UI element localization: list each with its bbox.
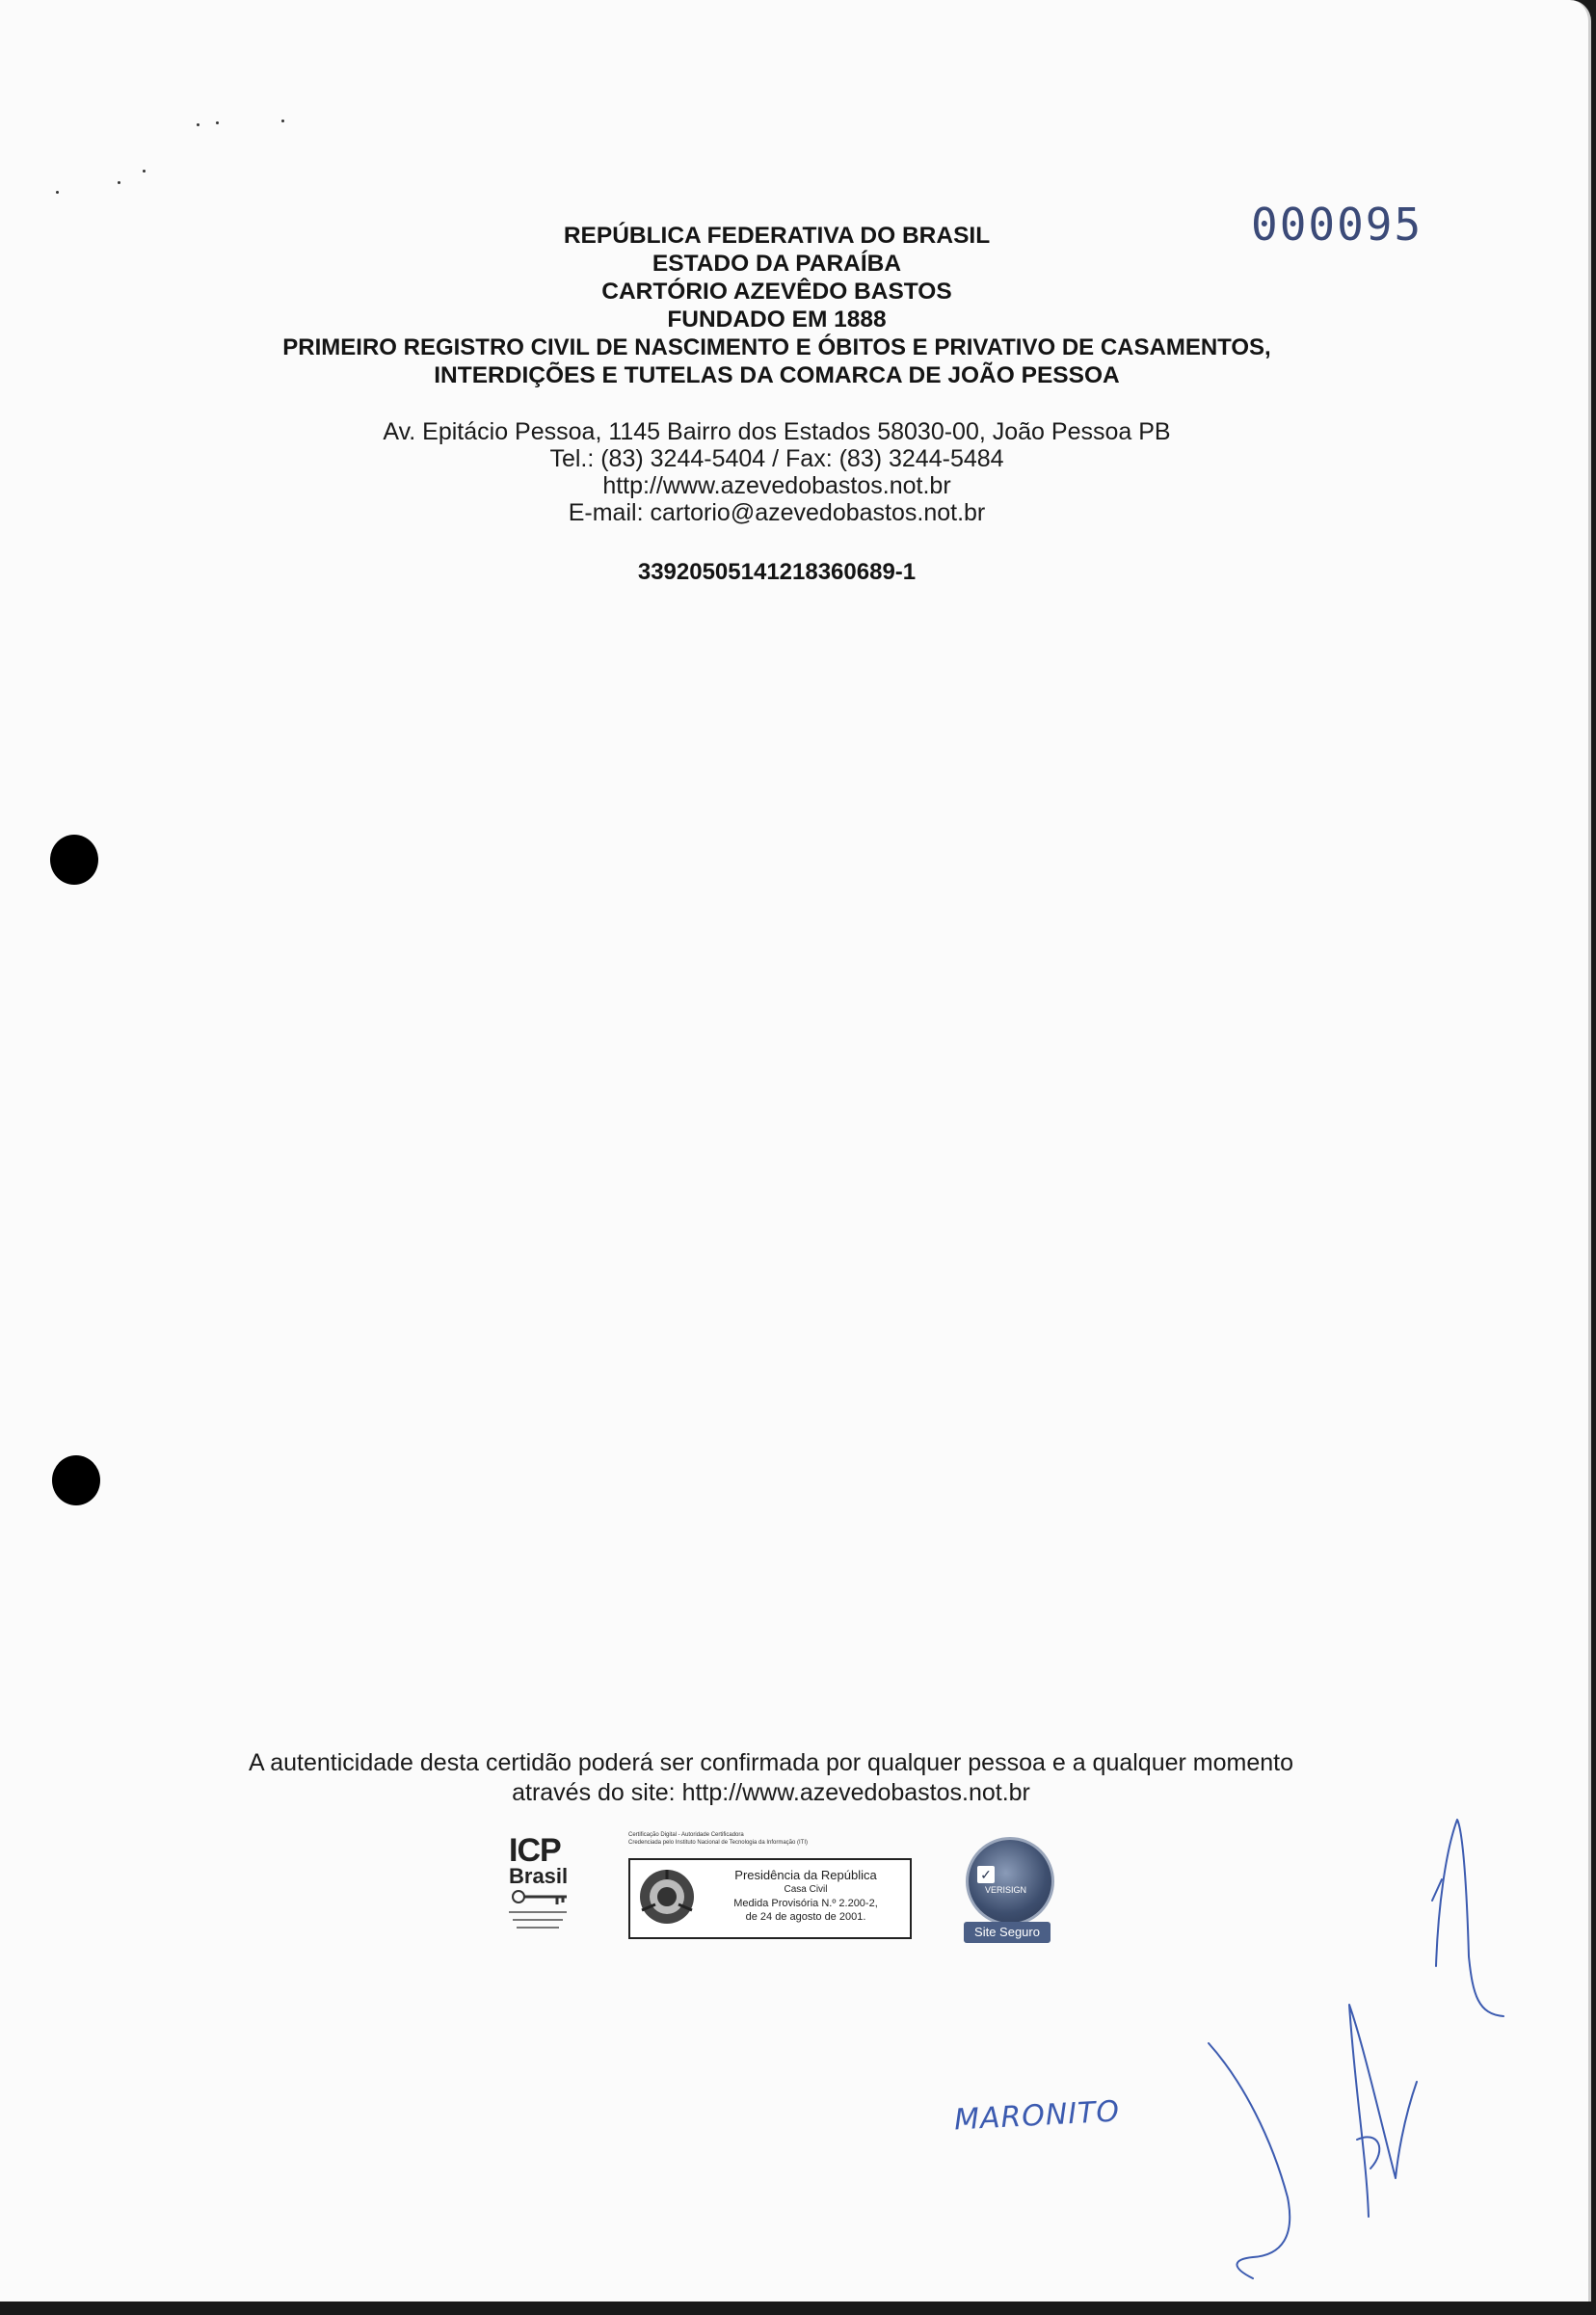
checkmark-icon: ✓: [977, 1866, 995, 1883]
presidencia-caption-2: Credenciada pelo Instituto Nacional de Tecnologia da Informação (ITI): [628, 1840, 808, 1846]
presidencia-caption-1: Certificação Digital - Autoridade Certificadora: [628, 1832, 744, 1838]
email: E-mail: cartorio@azevedobastos.not.br: [568, 499, 986, 526]
header-line-jurisdiction: INTERDIÇÕES E TUTELAS DA COMARCA DE JOÃO PESSOA: [434, 362, 1120, 388]
handwritten-note: MARONITO: [953, 2094, 1121, 2138]
presidencia-decree: Medida Provisória N.º 2.200-2,: [733, 1898, 878, 1909]
authenticity-line-1: A autenticidade desta certidão poderá ser confirmada por qualquer pessoa e a qualquer momento: [248, 1749, 1294, 1776]
authenticity-line-2: através do site: http://www.azevedobastos.not.br: [512, 1779, 1030, 1806]
page-number-stamp: 000095: [1251, 199, 1423, 251]
street-address: Av. Epitácio Pessoa, 1145 Bairro dos Estados 58030-00, João Pessoa PB: [383, 418, 1171, 445]
icp-logo-subtext: Brasil: [509, 1864, 569, 1888]
protocol-number: 33920505141218360689-1: [637, 559, 917, 585]
presidencia-decree-date: de 24 de agosto de 2001.: [745, 1911, 866, 1923]
signature-stroke-bottom: [1209, 2043, 1290, 2278]
website: http://www.azevedobastos.not.br: [602, 472, 951, 499]
header-line-registry-type: PRIMEIRO REGISTRO CIVIL DE NASCIMENTO E ÓBITOS E PRIVATIVO DE CASAMENTOS,: [282, 334, 1271, 360]
header-line-registry-office: CARTÓRIO AZEVÊDO BASTOS: [601, 279, 952, 305]
presidencia-title: Presidência da República: [734, 1868, 877, 1882]
header-line-founded: FUNDADO EM 1888: [667, 306, 887, 333]
header-line-state: ESTADO DA PARAÍBA: [652, 251, 902, 277]
header-line-republic: REPÚBLICA FEDERATIVA DO BRASIL: [563, 223, 991, 249]
signature-stroke-middle: [1349, 2005, 1417, 2217]
verisign-brand: VERISIGN: [985, 1885, 1027, 1895]
signature-stroke-top: [1436, 1820, 1503, 2016]
phone-fax: Tel.: (83) 3244-5404 / Fax: (83) 3244-5484: [549, 445, 1004, 472]
icp-logo-text: ICP: [509, 1832, 561, 1869]
presidencia-subtitle: Casa Civil: [784, 1884, 828, 1895]
signature-stroke-middle-loop: [1357, 2137, 1379, 2169]
secure-site-label: Site Seguro: [964, 1922, 1051, 1943]
